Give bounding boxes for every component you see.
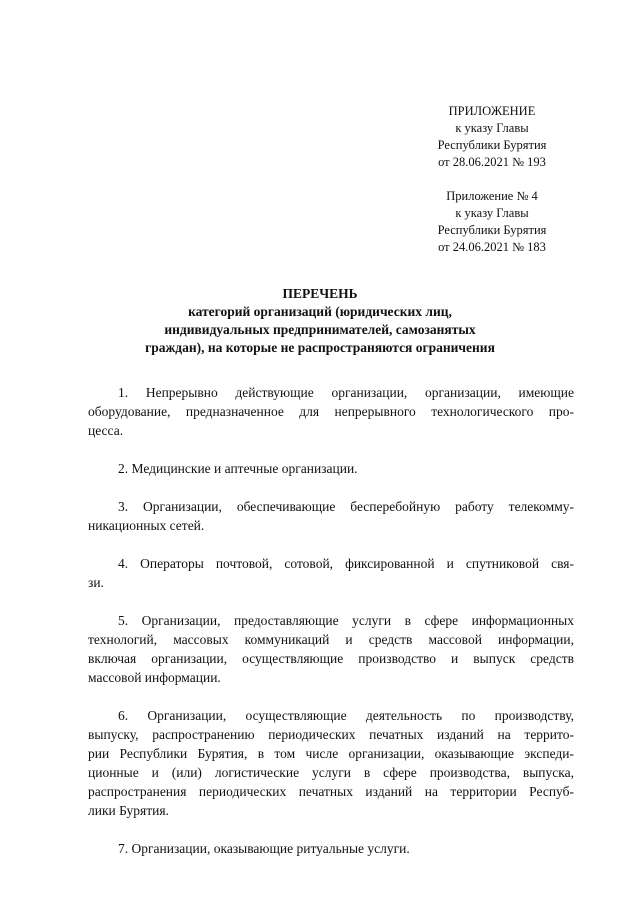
list-item-line: распространения периодических печатных изданий на территории Респуб- [88,784,574,799]
list-item-line: оборудование, предназначенное для непрерывного технологического про- [88,404,574,419]
list-item-line: 5. Организации, предоставляющие услуги в сфере информационных [118,613,574,628]
title-heading: ПЕРЕЧЕНЬ [282,286,358,301]
appendix-line: Республики Бурятия [437,138,547,152]
list-item [88,839,574,858]
appendix-line: от 28.06.2021 № 193 [438,155,546,169]
title-line: граждан), на которые не распространяются ограничения [145,340,495,355]
list-item [88,554,574,592]
appendix-block-current [424,103,560,171]
appendix-line: к указу Главы [455,121,529,135]
document-title [90,285,550,357]
appendix-header [424,103,560,256]
list-item-line: никационных сетей. [88,518,205,533]
appendix-line: от 24.06.2021 № 183 [438,240,546,254]
appendix-line: Приложение № 4 [446,189,538,203]
appendix-line: к указу Главы [455,206,529,220]
item-list [88,383,574,877]
list-item-line: лики Бурятия. [88,803,169,818]
list-item-line: технологий, массовых коммуникаций и средств массовой информации, [88,632,574,647]
list-item-line: 2. Медицинские и аптечные организации. [118,461,358,476]
list-item [88,383,574,440]
list-item-line: цесса. [88,423,124,438]
list-item-line: 7. Организации, оказывающие ритуальные услуги. [118,841,410,856]
list-item [88,497,574,535]
list-item-line: 6. Организации, осуществляющие деятельность по производству, [118,708,574,723]
list-item-line: включая организации, осуществляющие производство и выпуск средств [88,651,574,666]
list-item-line: рии Республики Бурятия, в том числе организации, оказывающие экспеди- [88,746,574,761]
list-item-line: массовой информации. [88,670,221,685]
list-item-line: 3. Организации, обеспечивающие бесперебойную работу телекомму- [118,499,574,514]
appendix-block-previous [424,188,560,256]
list-item-line: 1. Непрерывно действующие организации, организации, имеющие [118,385,574,400]
list-item [88,459,574,478]
appendix-line: Республики Бурятия [437,223,547,237]
list-item [88,611,574,687]
title-line: индивидуальных предпринимателей, самозанятых [164,322,476,337]
list-item [88,706,574,820]
list-item-line: ционные и (или) логистические услуги в сфере производства, выпуска, [88,765,574,780]
list-item-line: 4. Операторы почтовой, сотовой, фиксированной и спутниковой свя- [118,556,574,571]
title-line: категорий организаций (юридических лиц, [188,304,452,319]
appendix-line: ПРИЛОЖЕНИЕ [448,104,536,118]
list-item-line: зи. [88,575,104,590]
list-item-line: выпуску, распространению периодических печатных изданий на террито- [88,727,574,742]
